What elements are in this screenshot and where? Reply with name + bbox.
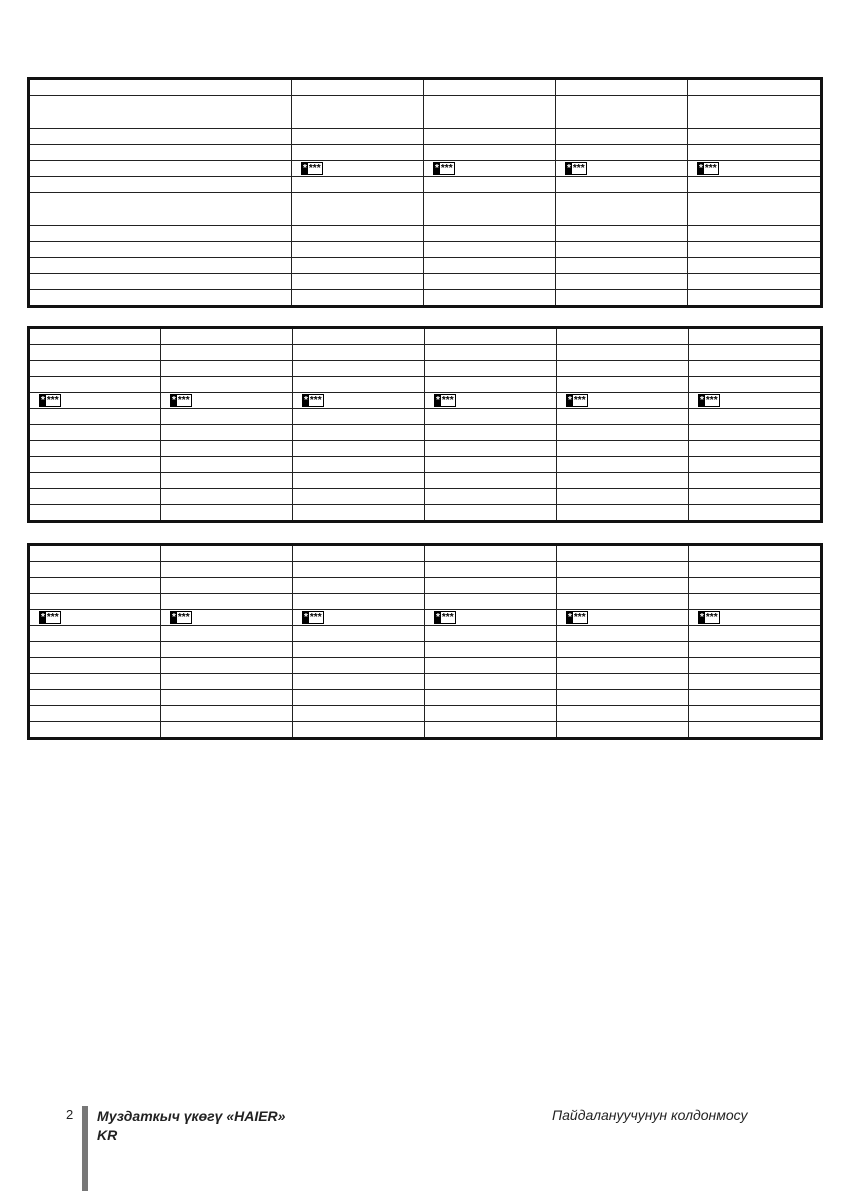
table-row: [29, 441, 822, 457]
star-rating-badge: [39, 611, 61, 624]
star-rest-icon: ***: [441, 395, 454, 406]
star-lead-icon: *: [700, 612, 704, 623]
spec-table-1: [27, 77, 823, 308]
table-row: [29, 145, 822, 161]
star-rating-badge: [566, 394, 588, 407]
star-rating-badge: [301, 162, 323, 175]
table-row: [29, 425, 822, 441]
star-lead-icon: *: [303, 163, 307, 174]
page-number: 2: [66, 1107, 74, 1122]
spec-table-2: [27, 326, 823, 523]
table-row: [29, 505, 822, 522]
table-row: [29, 545, 822, 562]
star-rest-icon: ***: [46, 612, 59, 623]
star-lead-icon: *: [436, 612, 440, 623]
table-row: [29, 345, 822, 361]
table-row: [29, 489, 822, 505]
table-row: [29, 393, 822, 409]
table-row: [29, 258, 822, 274]
star-lead-icon: *: [568, 395, 572, 406]
star-rest-icon: ***: [46, 395, 59, 406]
star-rating-badge: [698, 394, 720, 407]
brand-title: Муздаткыч үкөгү «HAIER»: [97, 1108, 286, 1124]
star-rest-icon: ***: [177, 395, 190, 406]
table-row: [29, 578, 822, 594]
star-rating-badge: [566, 611, 588, 624]
star-rest-icon: ***: [573, 395, 586, 406]
star-rating-badge: [697, 162, 719, 175]
star-rating-badge: [565, 162, 587, 175]
star-rating-badge: [170, 611, 192, 624]
table-row: [29, 642, 822, 658]
star-rating-badge: [302, 611, 324, 624]
table-row: [29, 242, 822, 258]
table-row: [29, 274, 822, 290]
star-rest-icon: ***: [573, 612, 586, 623]
table-row: [29, 290, 822, 307]
star-rating-badge: [39, 394, 61, 407]
star-rating-badge: [434, 611, 456, 624]
star-lead-icon: *: [435, 163, 439, 174]
table-row: [29, 674, 822, 690]
star-rest-icon: ***: [572, 163, 585, 174]
star-lead-icon: *: [172, 395, 176, 406]
table-row: [29, 594, 822, 610]
table-row: [29, 226, 822, 242]
star-lead-icon: *: [172, 612, 176, 623]
star-lead-icon: *: [304, 612, 308, 623]
brand-block: [97, 1107, 285, 1145]
star-lead-icon: *: [567, 163, 571, 174]
table-row: [29, 722, 822, 739]
star-rest-icon: ***: [704, 163, 717, 174]
star-rating-badge: [698, 611, 720, 624]
table-row: [29, 690, 822, 706]
star-lead-icon: *: [700, 395, 704, 406]
table-row: [29, 706, 822, 722]
star-lead-icon: *: [41, 612, 45, 623]
star-lead-icon: *: [699, 163, 703, 174]
table-row: [29, 79, 822, 96]
table-row: [29, 658, 822, 674]
table-row: [29, 377, 822, 393]
star-lead-icon: *: [568, 612, 572, 623]
table-row: [29, 626, 822, 642]
star-rest-icon: ***: [308, 163, 321, 174]
table-row: [29, 457, 822, 473]
table-row: [29, 361, 822, 377]
star-lead-icon: *: [304, 395, 308, 406]
star-rest-icon: ***: [705, 395, 718, 406]
table-row: [29, 409, 822, 425]
star-rest-icon: ***: [441, 612, 454, 623]
table-row: [29, 473, 822, 489]
star-rating-badge: [434, 394, 456, 407]
manual-title: Пайдалануучунун колдонмосу: [552, 1107, 748, 1123]
table-row: [29, 610, 822, 626]
brand-language-code: KR: [97, 1127, 118, 1143]
table-row: [29, 328, 822, 345]
star-rating-badge: [433, 162, 455, 175]
star-rating-badge: [302, 394, 324, 407]
star-rest-icon: ***: [309, 612, 322, 623]
star-rest-icon: ***: [440, 163, 453, 174]
star-rest-icon: ***: [309, 395, 322, 406]
star-lead-icon: *: [41, 395, 45, 406]
star-rest-icon: ***: [705, 612, 718, 623]
star-rating-badge: [170, 394, 192, 407]
table-row: [29, 161, 822, 177]
star-rest-icon: ***: [177, 612, 190, 623]
table-row: [29, 129, 822, 145]
table-row: [29, 562, 822, 578]
table-row: [29, 177, 822, 193]
star-lead-icon: *: [436, 395, 440, 406]
footer-divider-bar: [82, 1106, 88, 1191]
table-row: [29, 96, 822, 129]
spec-table-3: [27, 543, 823, 740]
table-row: [29, 193, 822, 226]
